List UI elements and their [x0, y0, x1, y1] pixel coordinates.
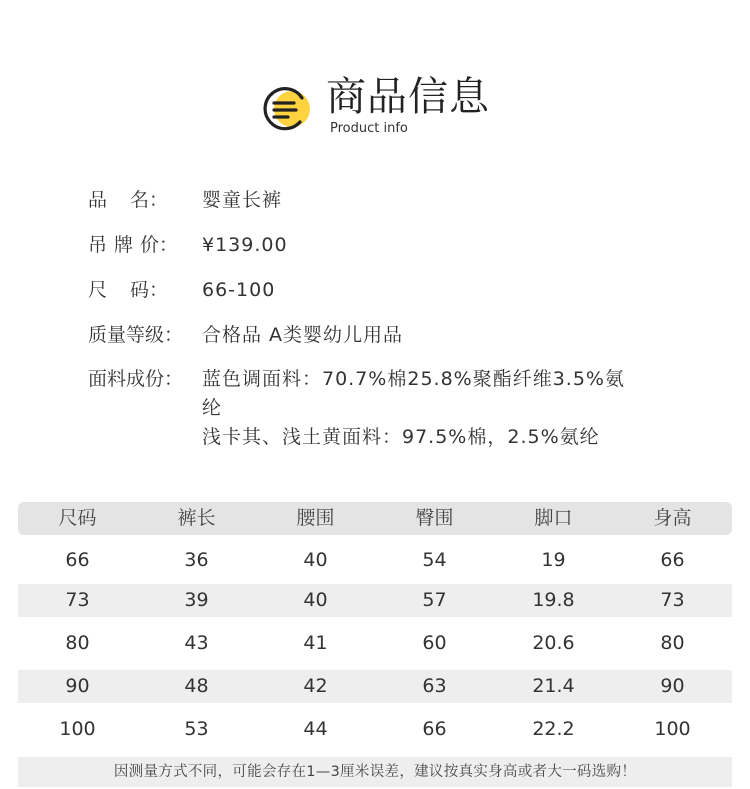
table-cell: 54 [422, 549, 447, 571]
table-cell: 100 [59, 718, 96, 740]
table-cell: 40 [303, 589, 328, 611]
table-cell: 66 [65, 549, 90, 571]
table-cell: 90 [660, 675, 685, 697]
table-cell: 21.4 [532, 675, 575, 697]
info-label-name: 品 名： [88, 189, 168, 211]
table-cell: 40 [303, 549, 328, 571]
table-cell: 39 [184, 589, 209, 611]
table-row [18, 670, 732, 703]
table-header-row [18, 502, 732, 535]
table-cell: 90 [65, 675, 90, 697]
table-header-cell: 身高 [653, 507, 692, 529]
table-cell: 20.6 [532, 632, 575, 654]
fabric-line: 浅卡其、浅土黄面料：97.5%棉，2.5%氨纶 [202, 426, 600, 448]
table-cell: 63 [422, 675, 447, 697]
table-cell: 53 [184, 718, 209, 740]
table-cell: 19 [541, 549, 566, 571]
page-subtitle: Product info [330, 121, 408, 136]
measurement-note: 因测量方式不同，可能会存在1—3厘米误差，建议按真实身高或者大一码选购！ [18, 757, 732, 787]
info-value-price: ¥139.00 [202, 234, 288, 256]
section-header [262, 70, 522, 140]
table-cell: 43 [184, 632, 209, 654]
info-label-fabric: 面料成份： [88, 368, 184, 390]
table-header-cell: 臀围 [415, 507, 454, 529]
info-label-grade: 质量等级： [88, 324, 184, 346]
info-value-size: 66-100 [202, 279, 276, 301]
fabric-line: 纶 [202, 397, 223, 419]
table-row [18, 584, 732, 617]
info-value-grade: 合格品 A类婴幼儿用品 [202, 324, 404, 346]
table-cell: 48 [184, 675, 209, 697]
info-value-fabric [202, 365, 662, 452]
table-cell: 60 [422, 632, 447, 654]
table-cell: 73 [65, 589, 90, 611]
table-cell: 42 [303, 675, 328, 697]
table-cell: 100 [654, 718, 691, 740]
table-cell: 66 [422, 718, 447, 740]
table-header-cell: 腰围 [296, 507, 335, 529]
fabric-line: 蓝色调面料：70.7%棉25.8%聚酯纤维3.5%氨 [202, 368, 625, 390]
table-cell: 66 [660, 549, 685, 571]
table-row [18, 627, 732, 660]
table-cell: 80 [65, 632, 90, 654]
table-cell: 36 [184, 549, 209, 571]
table-row [18, 713, 732, 746]
list-doc-icon [262, 86, 312, 132]
table-cell: 73 [660, 589, 685, 611]
info-value-name: 婴童长裤 [202, 189, 283, 211]
info-label-price: 吊 牌 价： [88, 234, 178, 256]
table-cell: 44 [303, 718, 328, 740]
table-row [18, 544, 732, 577]
table-cell: 19.8 [532, 589, 575, 611]
info-label-size: 尺 码： [88, 279, 168, 301]
table-cell: 41 [303, 632, 328, 654]
table-header-cell: 裤长 [177, 507, 216, 529]
table-header-cell: 尺码 [58, 507, 97, 529]
table-header-cell: 脚口 [534, 507, 573, 529]
table-cell: 80 [660, 632, 685, 654]
table-cell: 57 [422, 589, 447, 611]
page-title: 商品信息 [326, 74, 490, 120]
table-cell: 22.2 [532, 718, 575, 740]
